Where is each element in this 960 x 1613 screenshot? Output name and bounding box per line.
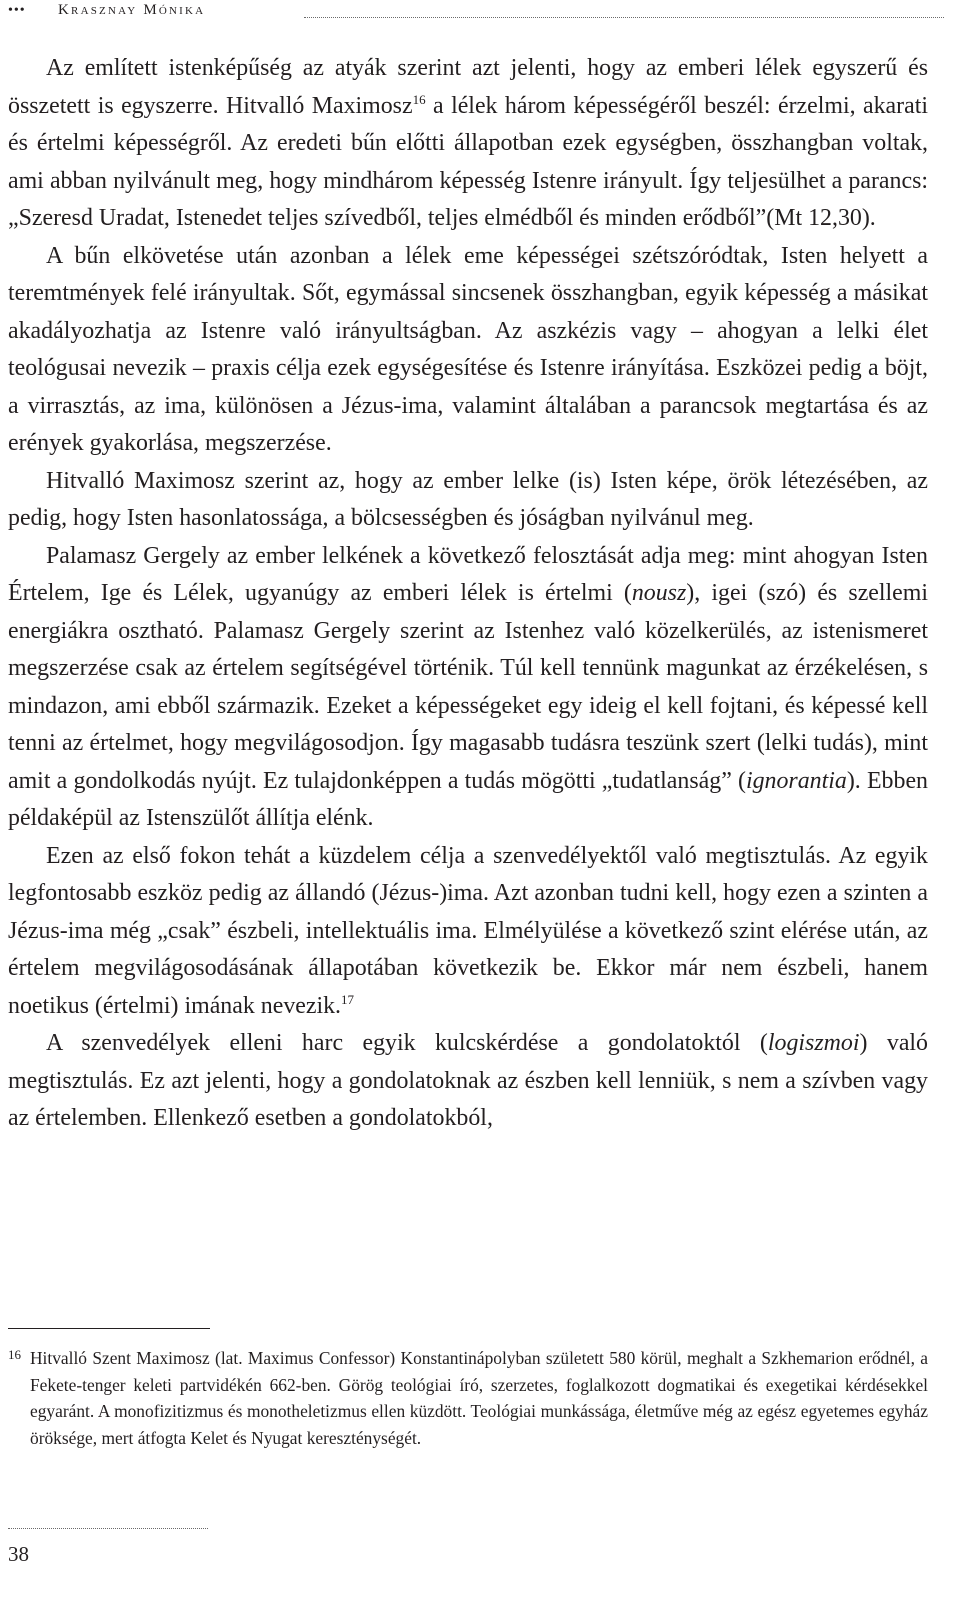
paragraph-2: A bűn elkövetése után azonban a lélek eme képességei szétszóródtak, Isten helyett a teremtmények felé irányultak. Sőt, egymással sincsenek összhangban, egyik képesség a másikat akadályozhatja az Istenre való irányultságban. Az aszkézis vagy – ahogyan a lelki élet teológusai nevezik – praxis célja ezek egységesítése és Istenre irányítása. Eszközei pedig a böjt, a virrasztás, az ima, különösen a Jézus-ima, valamint általában a parancsok megtartása és az erények gyakorlása, megszerzése. xyxy=(8,242,928,456)
header-dots: ••• xyxy=(8,3,26,18)
main-text xyxy=(8,50,928,1138)
footnote-text: Hitvalló Szent Maximosz (lat. Maximus Confessor) Konstantinápolyban született 580 körül, meghalt a Szkhemarion erődnél, a Fekete-tenger keleti partvidékén 662-ben. Görög teológiai író, szerzetes, foglalkozott dogmatikai és exegetikai kérdésekkel egyaránt. A monofizitizmus és monotheletizmus ellen küzdött. Teológiai munkássága, életműve még az egész egyetemes egyház öröksége, mert átfogta Kelet és Nyugat kereszténységét. xyxy=(30,1348,928,1448)
paragraph-3: Hitvalló Maximosz szerint az, hogy az ember lelke (is) Isten képe, örök létezésében, az pedig, hogy Isten hasonlatossága, a bölcsességben és jóságban nyilvánul meg. xyxy=(8,467,928,531)
paragraph-6: A szenvedélyek elleni harc egyik kulcskérdése a gondolatoktól (logiszmoi) való megtisztulás. Ez azt jelenti, hogy a gondolatoknak az észben kell lenniük, s nem a szívben vagy az értelemben. Ellenkező esetben a gondolatokból, xyxy=(8,1030,929,1131)
footnote-ref-16[interactable]: 16 xyxy=(412,91,426,107)
italic-term-nousz: nousz xyxy=(631,580,687,606)
header-rule xyxy=(304,17,944,18)
paragraph-1: Az említett istenképűség az atyák szerint azt jelenti, hogy az emberi lélek egyszerű és összetett is egyszerre. Hitvalló Maximosz$^{16}$ a lélek három képességéről beszél: érzelmi, akarati és értelmi képességről. Az eredeti bűn előtti állapotban ezek egységben, összhangban voltak, ami abban nyilvánult meg, hogy mindhárom képesség Istenre irányult. Így teljesülhet a parancs: „Szeresd Uradat, Istenedet teljes szívedből, teljes elmédből és minden erődből”(Mt 12,30). xyxy=(8,55,928,231)
paragraph-4: Palamasz Gergely az ember lelkének a következő felosztását adja meg: mint ahogyan Isten Értelem, Ige és Lélek, ugyanúgy az emberi lélek is értelmi (nousz), igei (szó) és szellemi energiákra osztható. Palamasz Gergely szerint az Istenhez való közelkerülés, az istenismeret megszerzése csak az értelem segítségével történik. Túl kell tennünk magunkat az érzékelésen, s mindazon, ami ebből származik. Ezeket a képességeket egy ideig el kell fojtani, és képessé kell tenni az értelmet, hogy megvilágosodjon. Így magasabb tudásra teszünk szert (lelki tudás), mint amit a gondolkodás nyújt. Ez tulajdonképpen a tudás mögötti „tudatlanság” (ignorantia). Ebben példaképül az Istenszülőt állítja elénk. xyxy=(8,542,928,831)
running-header xyxy=(8,0,948,22)
paragraph-5: Ezen az első fokon tehát a küzdelem célja a szenvedélyektől való megtisztulás. Az egyik legfontosabb eszköz pedig az állandó (Jézus-)ima. Azt azonban tudni kell, hogy ezen a szinten a Jézus-ima még „csak” észbeli, intellektuális ima. Elmélyülése a következő szint elérése után, az értelem megvilágosodásának állapotában következik be. Ekkor már nem észbeli, hanem noetikus (értelmi) imának nevezik.$^{17}$ xyxy=(8,842,928,1019)
footnote-number: 16 xyxy=(8,1347,21,1362)
footnote-16 xyxy=(8,1345,928,1451)
page-number: 38 xyxy=(8,1542,29,1566)
italic-term-ignorantia: ignorantia xyxy=(745,767,847,794)
footnote-separator xyxy=(8,1328,210,1329)
footnote-ref-17[interactable]: 17 xyxy=(341,991,355,1007)
header-author: Krasznay Mónika xyxy=(58,2,206,18)
footer-rule xyxy=(8,1528,208,1529)
italic-term-logiszmoi: logiszmoi xyxy=(767,1030,860,1056)
